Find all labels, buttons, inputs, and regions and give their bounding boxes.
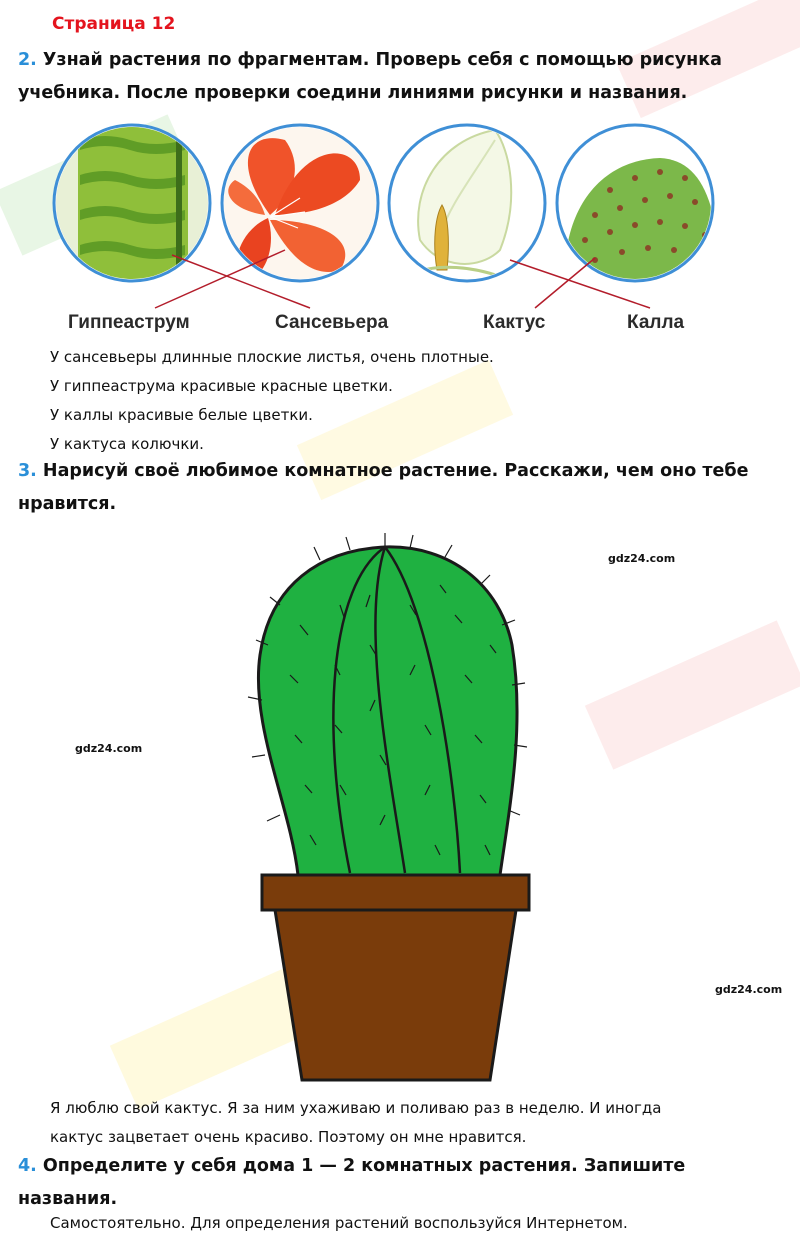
watermark-band bbox=[585, 620, 800, 769]
plant-label-hippeastrum: Гиппеаструм bbox=[68, 312, 190, 333]
task-text-line: учебника. После проверки соедини линиями рисунки и названия. bbox=[18, 83, 688, 103]
plant-label-sansevieria: Сансевьера bbox=[275, 312, 389, 333]
answer-line: У гиппеаструма красивые красные цветки. bbox=[50, 377, 393, 395]
cactus-fragment-icon bbox=[555, 120, 720, 290]
task-4-text bbox=[18, 1150, 788, 1216]
hippeastrum-flower-fragment-icon bbox=[220, 120, 390, 290]
task-3-answer bbox=[50, 1094, 661, 1152]
task-number: 3. bbox=[18, 461, 37, 481]
task-3-text bbox=[18, 455, 788, 521]
task-text-line: Определите у себя дома 1 — 2 комнатных растения. Запишите bbox=[42, 1156, 686, 1176]
task-text-line: названия. bbox=[18, 1189, 118, 1209]
task-text-line: нравится. bbox=[18, 494, 117, 514]
answer-line: У каллы красивые белые цветки. bbox=[50, 406, 313, 424]
watermark-text: gdz24.com bbox=[608, 552, 676, 565]
sansevieria-leaf-fragment-icon bbox=[50, 120, 220, 290]
task-text-line: Узнай растения по фрагментам. Проверь себя с помощью рисунка bbox=[42, 50, 722, 70]
page-title: Страница 12 bbox=[52, 14, 176, 34]
answer-line: кактус зацветает очень красиво. Поэтому он мне нравится. bbox=[50, 1128, 527, 1146]
answer-line: Я люблю свой кактус. Я за ним ухаживаю и поливаю раз в неделю. И иногда bbox=[50, 1099, 662, 1117]
task-4-answer: Самостоятельно. Для определения растений воспользуйся Интернетом. bbox=[50, 1214, 628, 1232]
task-number: 4. bbox=[18, 1156, 37, 1176]
plant-label-cactus: Кактус bbox=[483, 312, 546, 333]
cactus-in-pot-drawing bbox=[240, 525, 550, 1090]
answer-line: У сансевьеры длинные плоские листья, очень плотные. bbox=[50, 348, 494, 366]
task-text-line: Нарисуй своё любимое комнатное растение. Расскажи, чем оно тебе bbox=[42, 461, 749, 481]
task-number: 2. bbox=[18, 50, 37, 70]
pot-icon bbox=[262, 875, 529, 1080]
cactus-icon bbox=[248, 533, 527, 875]
plant-fragments-illustration bbox=[0, 120, 800, 340]
answer-line: У кактуса колючки. bbox=[50, 435, 204, 453]
plant-label-calla: Калла bbox=[627, 312, 685, 333]
watermark-text: gdz24.com bbox=[75, 742, 143, 755]
task-2-text bbox=[18, 44, 788, 110]
task-2-answers bbox=[50, 343, 494, 459]
connecting-lines bbox=[155, 250, 650, 308]
watermark-text: gdz24.com bbox=[715, 983, 783, 996]
